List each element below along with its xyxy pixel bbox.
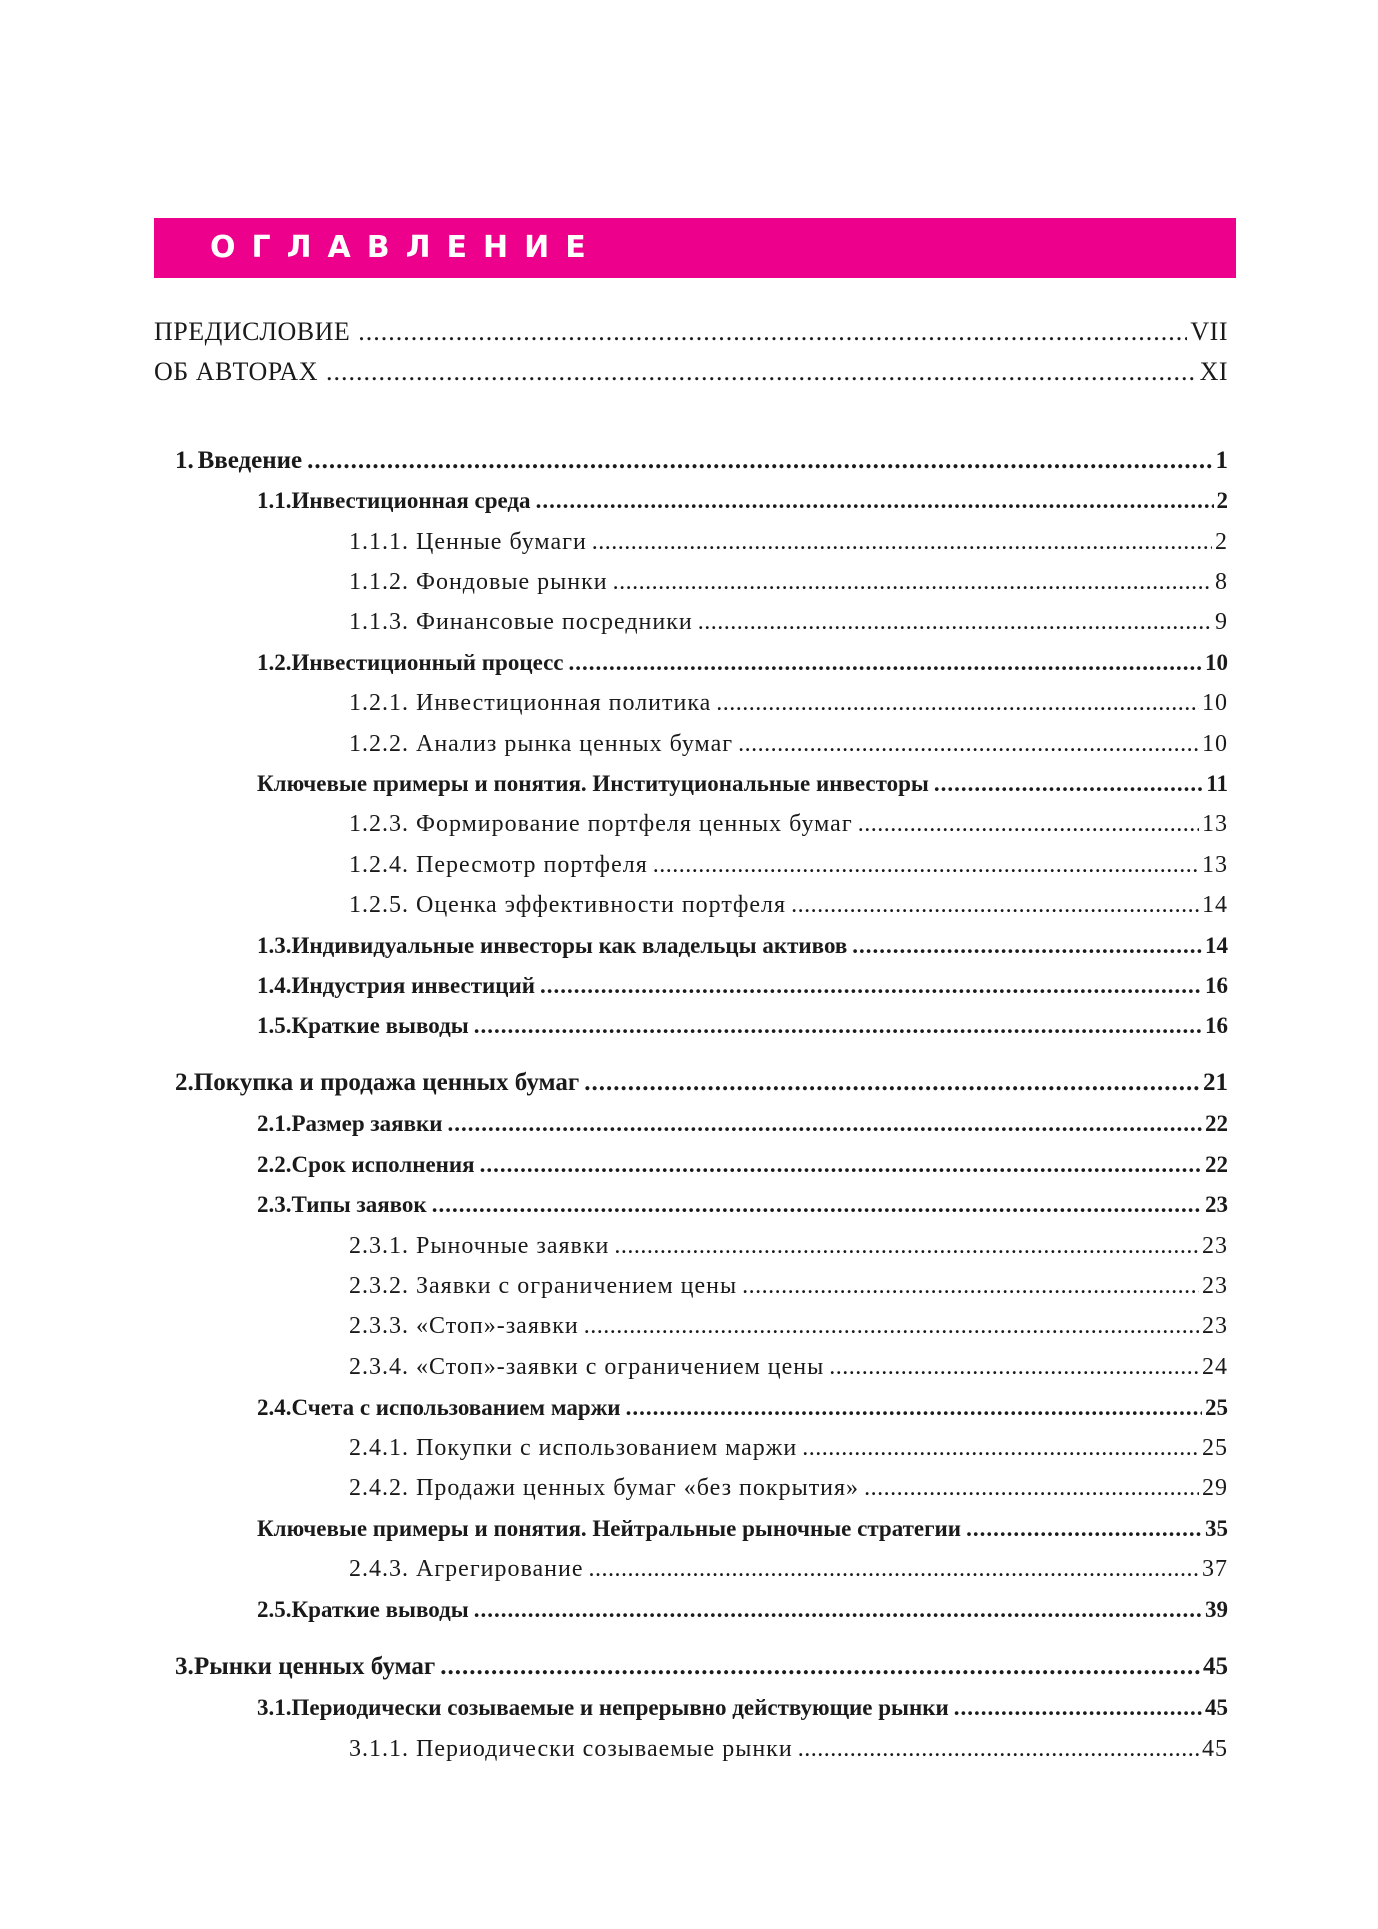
section-page: 25 <box>1205 1395 1228 1420</box>
toc-title: ОГЛАВЛЕНИЕ <box>210 230 602 265</box>
dot-leader <box>589 1549 1199 1589</box>
toc-section-3-1[interactable] <box>257 1688 1228 1728</box>
key-examples-title: Ключевые примеры и понятия. Нейтральные рыночные стратегии <box>257 1516 962 1541</box>
key-examples-page: 11 <box>1206 771 1228 796</box>
subsection-title: 2.3.1. Рыночные заявки <box>349 1233 610 1259</box>
subsection-page: 23 <box>1202 1233 1228 1259</box>
section-number: 1.4. <box>257 973 292 998</box>
toc-key-examples-2[interactable] <box>257 1509 1228 1549</box>
subsection-page: 24 <box>1202 1354 1228 1380</box>
section-page: 14 <box>1205 933 1228 958</box>
subsection-page: 2 <box>1215 529 1228 555</box>
subsection-title: 1.1.1. Ценные бумаги <box>349 529 587 555</box>
entry-title: ОБ АВТОРАХ <box>154 357 318 386</box>
subsection-title: 1.2.3. Формирование портфеля ценных бумаг <box>349 811 853 837</box>
section-number: 3.1. <box>257 1695 292 1720</box>
chapter-title: Покупка и продажа ценных бумаг <box>193 1069 580 1096</box>
section-page: 45 <box>1205 1695 1228 1720</box>
subsection-page: 14 <box>1202 892 1228 918</box>
subsection-title: 3.1.1. Периодически созываемые рынки <box>349 1736 793 1762</box>
section-page: 2 <box>1216 488 1228 513</box>
entry-title: ПРЕДИСЛОВИЕ <box>154 317 351 346</box>
toc-section-2-2[interactable] <box>257 1145 1228 1185</box>
dot-leader <box>474 1006 1202 1046</box>
subsection-page: 8 <box>1215 569 1228 595</box>
dot-leader <box>716 683 1199 723</box>
section-page: 23 <box>1205 1192 1228 1217</box>
dot-leader <box>474 1590 1202 1630</box>
key-examples-title: Ключевые примеры и понятия. Институциональные инвесторы <box>257 771 929 796</box>
subsection-page: 29 <box>1202 1475 1228 1501</box>
section-title: Счета с использованием маржи <box>291 1395 621 1420</box>
dot-leader <box>791 885 1199 925</box>
subsection-page: 37 <box>1202 1556 1228 1582</box>
section-title: Типы заявок <box>291 1192 427 1217</box>
section-number: 2.3. <box>257 1192 292 1217</box>
chapter-number: 2. <box>175 1069 194 1096</box>
section-title: Индивидуальные инвесторы как владельцы активов <box>291 933 848 958</box>
chapter-page: 1 <box>1215 447 1228 474</box>
subsection-page: 13 <box>1202 811 1228 837</box>
subsection-page: 23 <box>1202 1313 1228 1339</box>
toc-subsection-2-3-4[interactable] <box>349 1347 1228 1387</box>
subsection-page: 25 <box>1202 1435 1228 1461</box>
dot-leader <box>326 352 1197 392</box>
dot-leader <box>864 1468 1199 1508</box>
subsection-title: 2.3.2. Заявки с ограничением цены <box>349 1273 738 1299</box>
dot-leader <box>802 1428 1199 1468</box>
toc-chapter-3[interactable] <box>175 1647 1228 1687</box>
subsection-title: 2.4.2. Продажи ценных бумаг «без покрытия» <box>349 1475 860 1501</box>
section-title: Краткие выводы <box>291 1597 469 1622</box>
subsection-page: 45 <box>1202 1736 1228 1762</box>
dot-leader <box>614 1226 1199 1266</box>
section-number: 2.1. <box>257 1111 292 1136</box>
section-title: Инвестиционная среда <box>291 488 531 513</box>
toc-chapter-1[interactable] <box>175 441 1228 481</box>
subsection-title: 1.2.5. Оценка эффективности портфеля <box>349 892 787 918</box>
section-number: 1.5. <box>257 1013 292 1038</box>
subsection-page: 10 <box>1202 731 1228 757</box>
dot-leader <box>653 845 1199 885</box>
subsection-title: 1.1.2. Фондовые рынки <box>349 569 608 595</box>
dot-leader <box>540 966 1202 1006</box>
toc-subsection-1-1-3[interactable] <box>349 602 1228 642</box>
dot-leader <box>480 1145 1202 1185</box>
toc-subsection-2-4-2[interactable] <box>349 1468 1228 1508</box>
toc-entry-about-authors[interactable] <box>154 352 1228 392</box>
toc-section-2-1[interactable] <box>257 1104 1228 1144</box>
dot-leader <box>798 1729 1199 1769</box>
dot-leader <box>358 312 1187 352</box>
chapter-page: 45 <box>1203 1653 1228 1680</box>
subsection-title: 2.4.3. Агрегирование <box>349 1556 584 1582</box>
toc-subsection-2-4-1[interactable] <box>349 1428 1228 1468</box>
section-number: 2.5. <box>257 1597 292 1622</box>
section-page: 10 <box>1205 650 1228 675</box>
subsection-title: 2.3.3. «Стоп»-заявки <box>349 1313 579 1339</box>
chapter-title: Введение <box>197 447 303 474</box>
section-number: 2.2. <box>257 1152 292 1177</box>
dot-leader <box>568 643 1202 683</box>
section-number: 1.2. <box>257 650 292 675</box>
dot-leader <box>592 522 1212 562</box>
toc-subsection-1-2-3[interactable] <box>349 804 1228 844</box>
dot-leader <box>307 441 1212 481</box>
subsection-title: 1.2.4. Пересмотр портфеля <box>349 852 648 878</box>
key-examples-page: 35 <box>1205 1516 1228 1541</box>
toc-section-1-5[interactable] <box>257 1006 1228 1046</box>
dot-leader <box>829 1347 1199 1387</box>
dot-leader <box>738 724 1199 764</box>
toc-section-1-2[interactable] <box>257 643 1228 683</box>
section-number: 1.3. <box>257 933 292 958</box>
dot-leader <box>852 926 1202 966</box>
dot-leader <box>626 1388 1202 1428</box>
toc-subsection-2-4-3[interactable] <box>349 1549 1228 1589</box>
section-title: Краткие выводы <box>291 1013 469 1038</box>
dot-leader <box>440 1647 1200 1687</box>
dot-leader <box>954 1688 1202 1728</box>
section-number: 2.4. <box>257 1395 292 1420</box>
subsection-page: 10 <box>1202 690 1228 716</box>
dot-leader <box>584 1063 1200 1103</box>
section-page: 16 <box>1205 973 1228 998</box>
subsection-title: 1.2.1. Инвестиционная политика <box>349 690 712 716</box>
toc-section-2-5[interactable] <box>257 1590 1228 1630</box>
toc-subsection-1-2-4[interactable] <box>349 845 1228 885</box>
section-title: Срок исполнения <box>291 1152 475 1177</box>
dot-leader <box>698 602 1212 642</box>
toc-subsection-1-2-1[interactable] <box>349 683 1228 723</box>
subsection-page: 23 <box>1202 1273 1228 1299</box>
toc-section-2-3[interactable] <box>257 1185 1228 1225</box>
chapter-number: 1. <box>175 447 194 474</box>
toc-section-1-1[interactable] <box>257 481 1228 521</box>
dot-leader <box>858 804 1199 844</box>
toc-entry-preface[interactable] <box>154 312 1228 352</box>
toc-section-2-4[interactable] <box>257 1388 1228 1428</box>
toc-subsection-2-3-3[interactable] <box>349 1306 1228 1346</box>
dot-leader <box>584 1306 1199 1346</box>
dot-leader <box>613 562 1212 602</box>
toc-subsection-2-3-1[interactable] <box>349 1226 1228 1266</box>
entry-page: VII <box>1190 317 1228 346</box>
toc-subsection-1-2-2[interactable] <box>349 724 1228 764</box>
toc-section-1-4[interactable] <box>257 966 1228 1006</box>
section-title: Инвестиционный процесс <box>291 650 564 675</box>
dot-leader <box>934 764 1203 804</box>
toc-subsection-1-1-1[interactable] <box>349 522 1228 562</box>
section-number: 1.1. <box>257 488 292 513</box>
chapter-number: 3. <box>175 1653 194 1680</box>
toc-subsection-1-2-5[interactable] <box>349 885 1228 925</box>
toc-subsection-3-1-1[interactable] <box>349 1729 1228 1769</box>
toc-section-1-3[interactable] <box>257 926 1228 966</box>
section-page: 16 <box>1205 1013 1228 1038</box>
section-title: Индустрия инвестиций <box>291 973 536 998</box>
dot-leader <box>742 1266 1199 1306</box>
dot-leader <box>536 481 1214 521</box>
toc-subsection-2-3-2[interactable] <box>349 1266 1228 1306</box>
section-page: 39 <box>1205 1597 1228 1622</box>
subsection-title: 1.2.2. Анализ рынка ценных бумаг <box>349 731 734 757</box>
toc-subsection-1-1-2[interactable] <box>349 562 1228 602</box>
dot-leader <box>432 1185 1202 1225</box>
subsection-title: 2.4.1. Покупки с использованием маржи <box>349 1435 798 1461</box>
toc-key-examples-1[interactable] <box>257 764 1228 804</box>
subsection-page: 9 <box>1215 609 1228 635</box>
toc-chapter-2[interactable] <box>175 1063 1228 1103</box>
subsection-page: 13 <box>1202 852 1228 878</box>
subsection-title: 1.1.3. Финансовые посредники <box>349 609 693 635</box>
subsection-title: 2.3.4. «Стоп»-заявки с ограничением цены <box>349 1354 825 1380</box>
section-page: 22 <box>1205 1111 1228 1136</box>
toc-header-banner <box>154 218 1236 278</box>
entry-page: XI <box>1199 357 1228 386</box>
dot-leader <box>448 1104 1203 1144</box>
dot-leader <box>966 1509 1202 1549</box>
section-title: Периодически созываемые и непрерывно действующие рынки <box>291 1695 949 1720</box>
section-title: Размер заявки <box>291 1111 443 1136</box>
section-page: 22 <box>1205 1152 1228 1177</box>
chapter-page: 21 <box>1203 1069 1228 1096</box>
chapter-title: Рынки ценных бумаг <box>193 1653 436 1680</box>
